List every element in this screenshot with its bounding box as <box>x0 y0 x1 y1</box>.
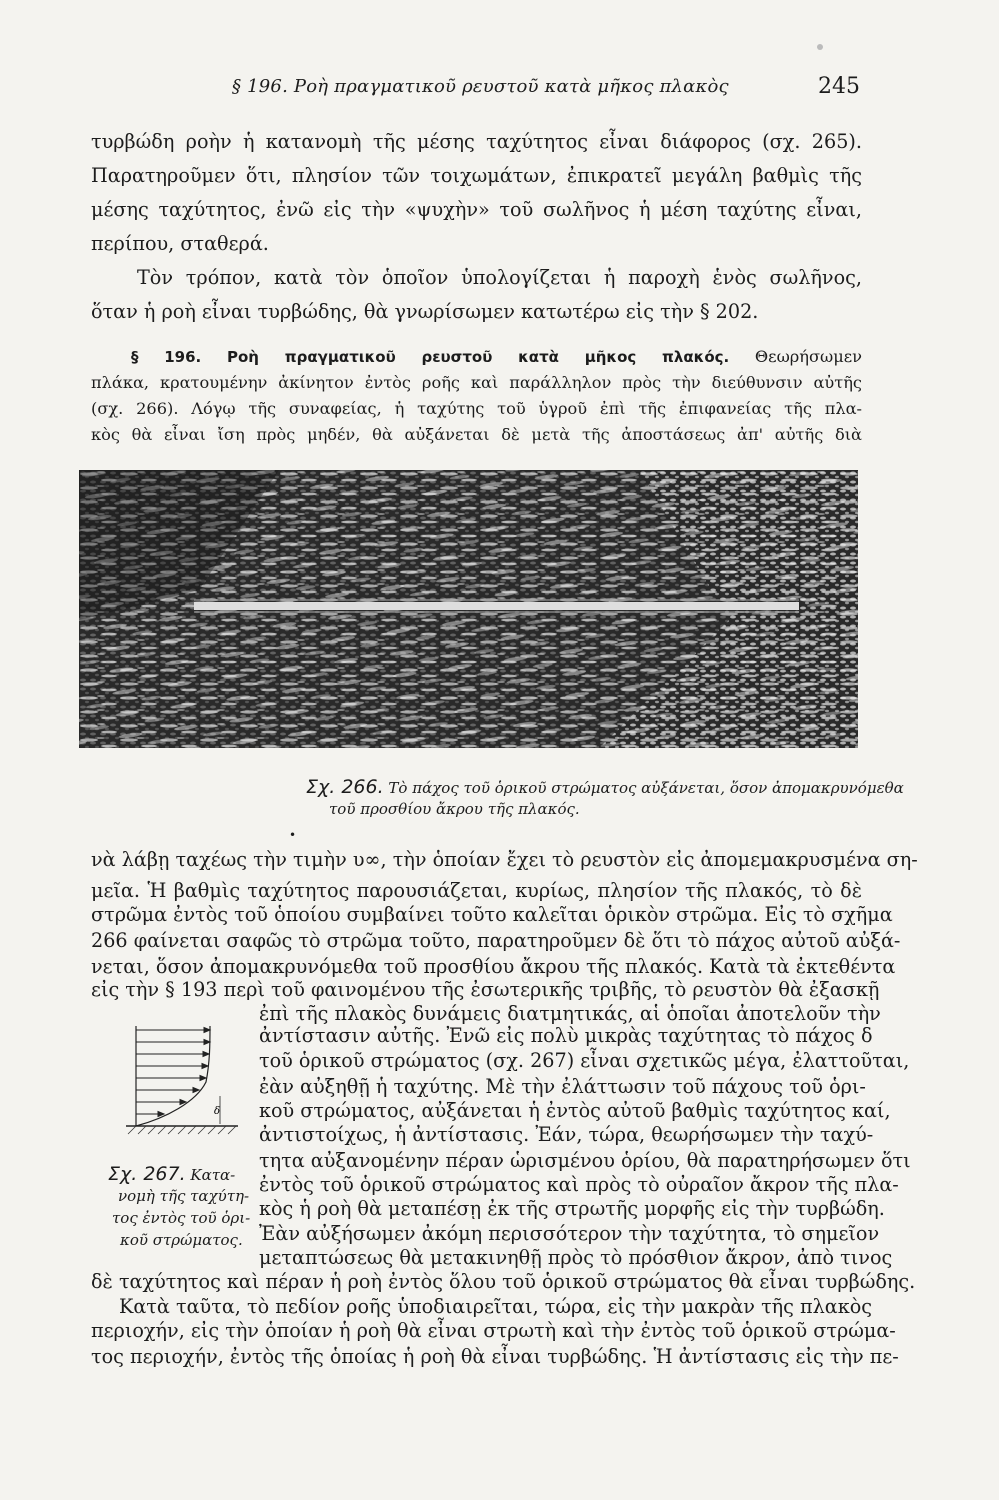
text-line: ὅταν ἡ ροὴ εἶναι τυρβώδης, θὰ γνωρίσωμεν κατωτέρω εἰς τὴν § 202. <box>91 300 759 323</box>
text-line: περιοχήν, εἰς τὴν ὁποίαν ἡ ροὴ θὰ εἶναι στρωτὴ καὶ τὴν ἐντὸς τοῦ ὁρικοῦ στρώμα- <box>91 1319 896 1342</box>
section-heading: § 196. Ροὴ πραγματικοῦ ρευστοῦ κατὰ μῆκος πλακός. <box>131 348 730 366</box>
text-line: τυρβώδη ροὴν ἡ κατανομὴ τῆς μέσης ταχύτητος εἶναι διάφορος (σχ. 265). <box>91 130 862 153</box>
caption-text: τος ἐντὸς τοῦ ὁρι- <box>112 1209 251 1227</box>
text-line: Τὸν τρόπον, κατὰ τὸν ὁποῖον ὑπολογίζεται ἡ παροχὴ ἑνὸς σωλῆνος, <box>137 266 862 289</box>
caption-text: Τὸ πάχος τοῦ ὁρικοῦ στρώματος αὐξάνεται, ὅσον ἀπομακρυνόμεθα <box>388 779 904 797</box>
text-line: στρῶμα ἐντὸς τοῦ ὁποίου συμβαίνει τοῦτο καλεῖται ὁρικὸν στρῶμα. Εἰς τὸ σχῆμα <box>91 903 893 926</box>
velocity-profile-diagram <box>126 1022 246 1140</box>
text-line: Παρατηροῦμεν ὅτι, πλησίον τῶν τοιχωμάτων, ἐπικρατεῖ μεγάλη βαθμὶς τῆς <box>91 164 862 187</box>
text-line: (σχ. 266). Λόγῳ τῆς συναφείας, ἡ ταχύτης τοῦ ὑγροῦ ἐπὶ τῆς ἐπιφανείας τῆς πλα- <box>91 399 862 418</box>
text-line: ἐντὸς τοῦ ὁρικοῦ στρώματος καὶ πρὸς τὸ οὐραῖον ἄκρον τῆς πλα- <box>259 1173 899 1196</box>
text-line: μέσης ταχύτητος, ἐνῶ εἰς τὴν «ψυχὴν» τοῦ σωλῆνος ἡ μέση ταχύτης εἶναι, <box>91 198 862 221</box>
text-line: πλάκα, κρατουμένην ἀκίνητον ἐντὸς ροῆς καὶ παράλληλον πρὸς τὴν διεύθυνσιν αὐτῆς <box>91 373 862 392</box>
text-line: νὰ λάβῃ ταχέως τὴν τιμὴν υ∞, τὴν ὁποίαν ἔχει τὸ ρευστὸν εἰς ἀπομεμακρυσμένα ση- <box>91 848 918 871</box>
text-line: νεται, ὅσον ἀπομακρυνόμεθα τοῦ προσθίου ἄκρου τῆς πλακός. Κατὰ τὰ ἐκτεθέντα <box>91 955 896 978</box>
text-line: ἀντιστοίχως, ἡ ἀντίστασις. Ἐάν, τώρα, θεωρήσωμεν τὴν ταχύ- <box>259 1123 874 1146</box>
velocity-profile-drawing <box>126 1022 246 1140</box>
text-line: δὲ ταχύτητος καὶ πέραν ἡ ροὴ ἐντὸς ὅλου τοῦ ὁρικοῦ στρώματος θὰ εἶναι τυρβώδης. <box>91 1270 916 1293</box>
text-line: ἐὰν αὐξηθῇ ἡ ταχύτης. Μὲ τὴν ἐλάττωσιν τοῦ πάχους τοῦ ὁρι- <box>259 1075 866 1098</box>
text-line: Ἐὰν αὐξήσωμεν ἀκόμη περισσότερον τὴν ταχύτητα, τὸ σημεῖον <box>259 1222 880 1245</box>
ink-mark: • <box>289 828 297 842</box>
caption-text: Κατα- <box>190 1166 236 1184</box>
text-line: μεταπτώσεως θὰ μετακινηθῇ πρὸς τὸ πρόσθιον ἄκρον, ἀπὸ τινος <box>259 1246 893 1269</box>
caption-text: τοῦ προσθίου ἄκρου τῆς πλακός. <box>329 800 580 818</box>
flow-photograph <box>79 470 858 748</box>
caption-text: νομὴ τῆς ταχύτη- <box>118 1187 250 1205</box>
text-line: Κατὰ ταῦτα, τὸ πεδίον ροῆς ὑποδιαιρεῖται, τώρα, εἰς τὴν μακρὰν τῆς πλακὸς <box>119 1295 873 1318</box>
section-heading-line <box>131 346 862 368</box>
text-line: κὸς θὰ εἶναι ἴση πρὸς μηδέν, θὰ αὐξάνεται δὲ μετὰ τῆς ἀποστάσεως ἀπ' αὐτῆς διὰ <box>91 425 862 444</box>
running-head: § 196. Ροὴ πραγματικοῦ ρευστοῦ κατὰ μῆκος πλακὸς <box>232 76 729 97</box>
text-line: ἀντίστασιν αὐτῆς. Ἐνῶ εἰς πολὺ μικρὰς ταχύτητας τὸ πάχος δ <box>259 1024 873 1047</box>
caption-text: κοῦ στρώματος. <box>120 1231 243 1249</box>
text-line: κὸς ἡ ροὴ θὰ μεταπέσῃ ἐκ τῆς στρωτῆς μορφῆς εἰς τὴν τυρβώδη. <box>259 1197 885 1220</box>
text-line: τος περιοχήν, ἐντὸς τῆς ὁποίας ἡ ροὴ θὰ εἶναι τυρβώδης. Ἡ ἀντίστασις εἰς τὴν πε- <box>91 1345 899 1368</box>
text-line: 266 φαίνεται σαφῶς τὸ στρῶμα τοῦτο, παρατηροῦμεν δὲ ὅτι τὸ πάχος αὐτοῦ αὐξά- <box>91 929 901 952</box>
figure-caption <box>306 776 904 798</box>
text-line: κοῦ στρώματος, αὐξάνεται ἡ ἐντὸς αὐτοῦ βαθμὶς ταχύτητος καί, <box>259 1099 891 1122</box>
ink-dot <box>817 44 823 50</box>
text-line: τοῦ ὁρικοῦ στρώματος (σχ. 267) εἶναι σχετικῶς μέγα, ἐλαττοῦται, <box>259 1049 910 1072</box>
text-line: τητα αὐξανομένην πέραν ὡρισμένου ὁρίου, θὰ παρατηρήσωμεν ὅτι <box>259 1149 911 1172</box>
text-fragment: Θεωρήσωμεν <box>754 347 862 366</box>
text-line: περίπου, σταθερά. <box>91 232 269 255</box>
figure-caption <box>108 1164 258 1186</box>
text-line: μεῖα. Ἡ βαθμὶς ταχύτητος παρουσιάζεται, κυρίως, πλησίον τῆς πλακός, τὸ δὲ <box>91 879 862 902</box>
flow-photograph-image <box>79 470 858 748</box>
delta-symbol: δ <box>214 1106 221 1117</box>
text-line: ἐπὶ τῆς πλακὸς δυνάμεις διατμητικάς, αἱ ὁποῖαι ἀποτελοῦν τὴν <box>259 1002 881 1025</box>
text-line: εἰς τὴν § 193 περὶ τοῦ φαινομένου τῆς ἐσωτερικῆς τριβῆς, τὸ ρευστὸν θὰ ἐξασκῇ <box>91 978 880 1001</box>
page-number: 245 <box>818 74 860 99</box>
figure-label: Σχ. 267. <box>108 1163 186 1185</box>
figure-label: Σχ. 266. <box>306 776 384 798</box>
